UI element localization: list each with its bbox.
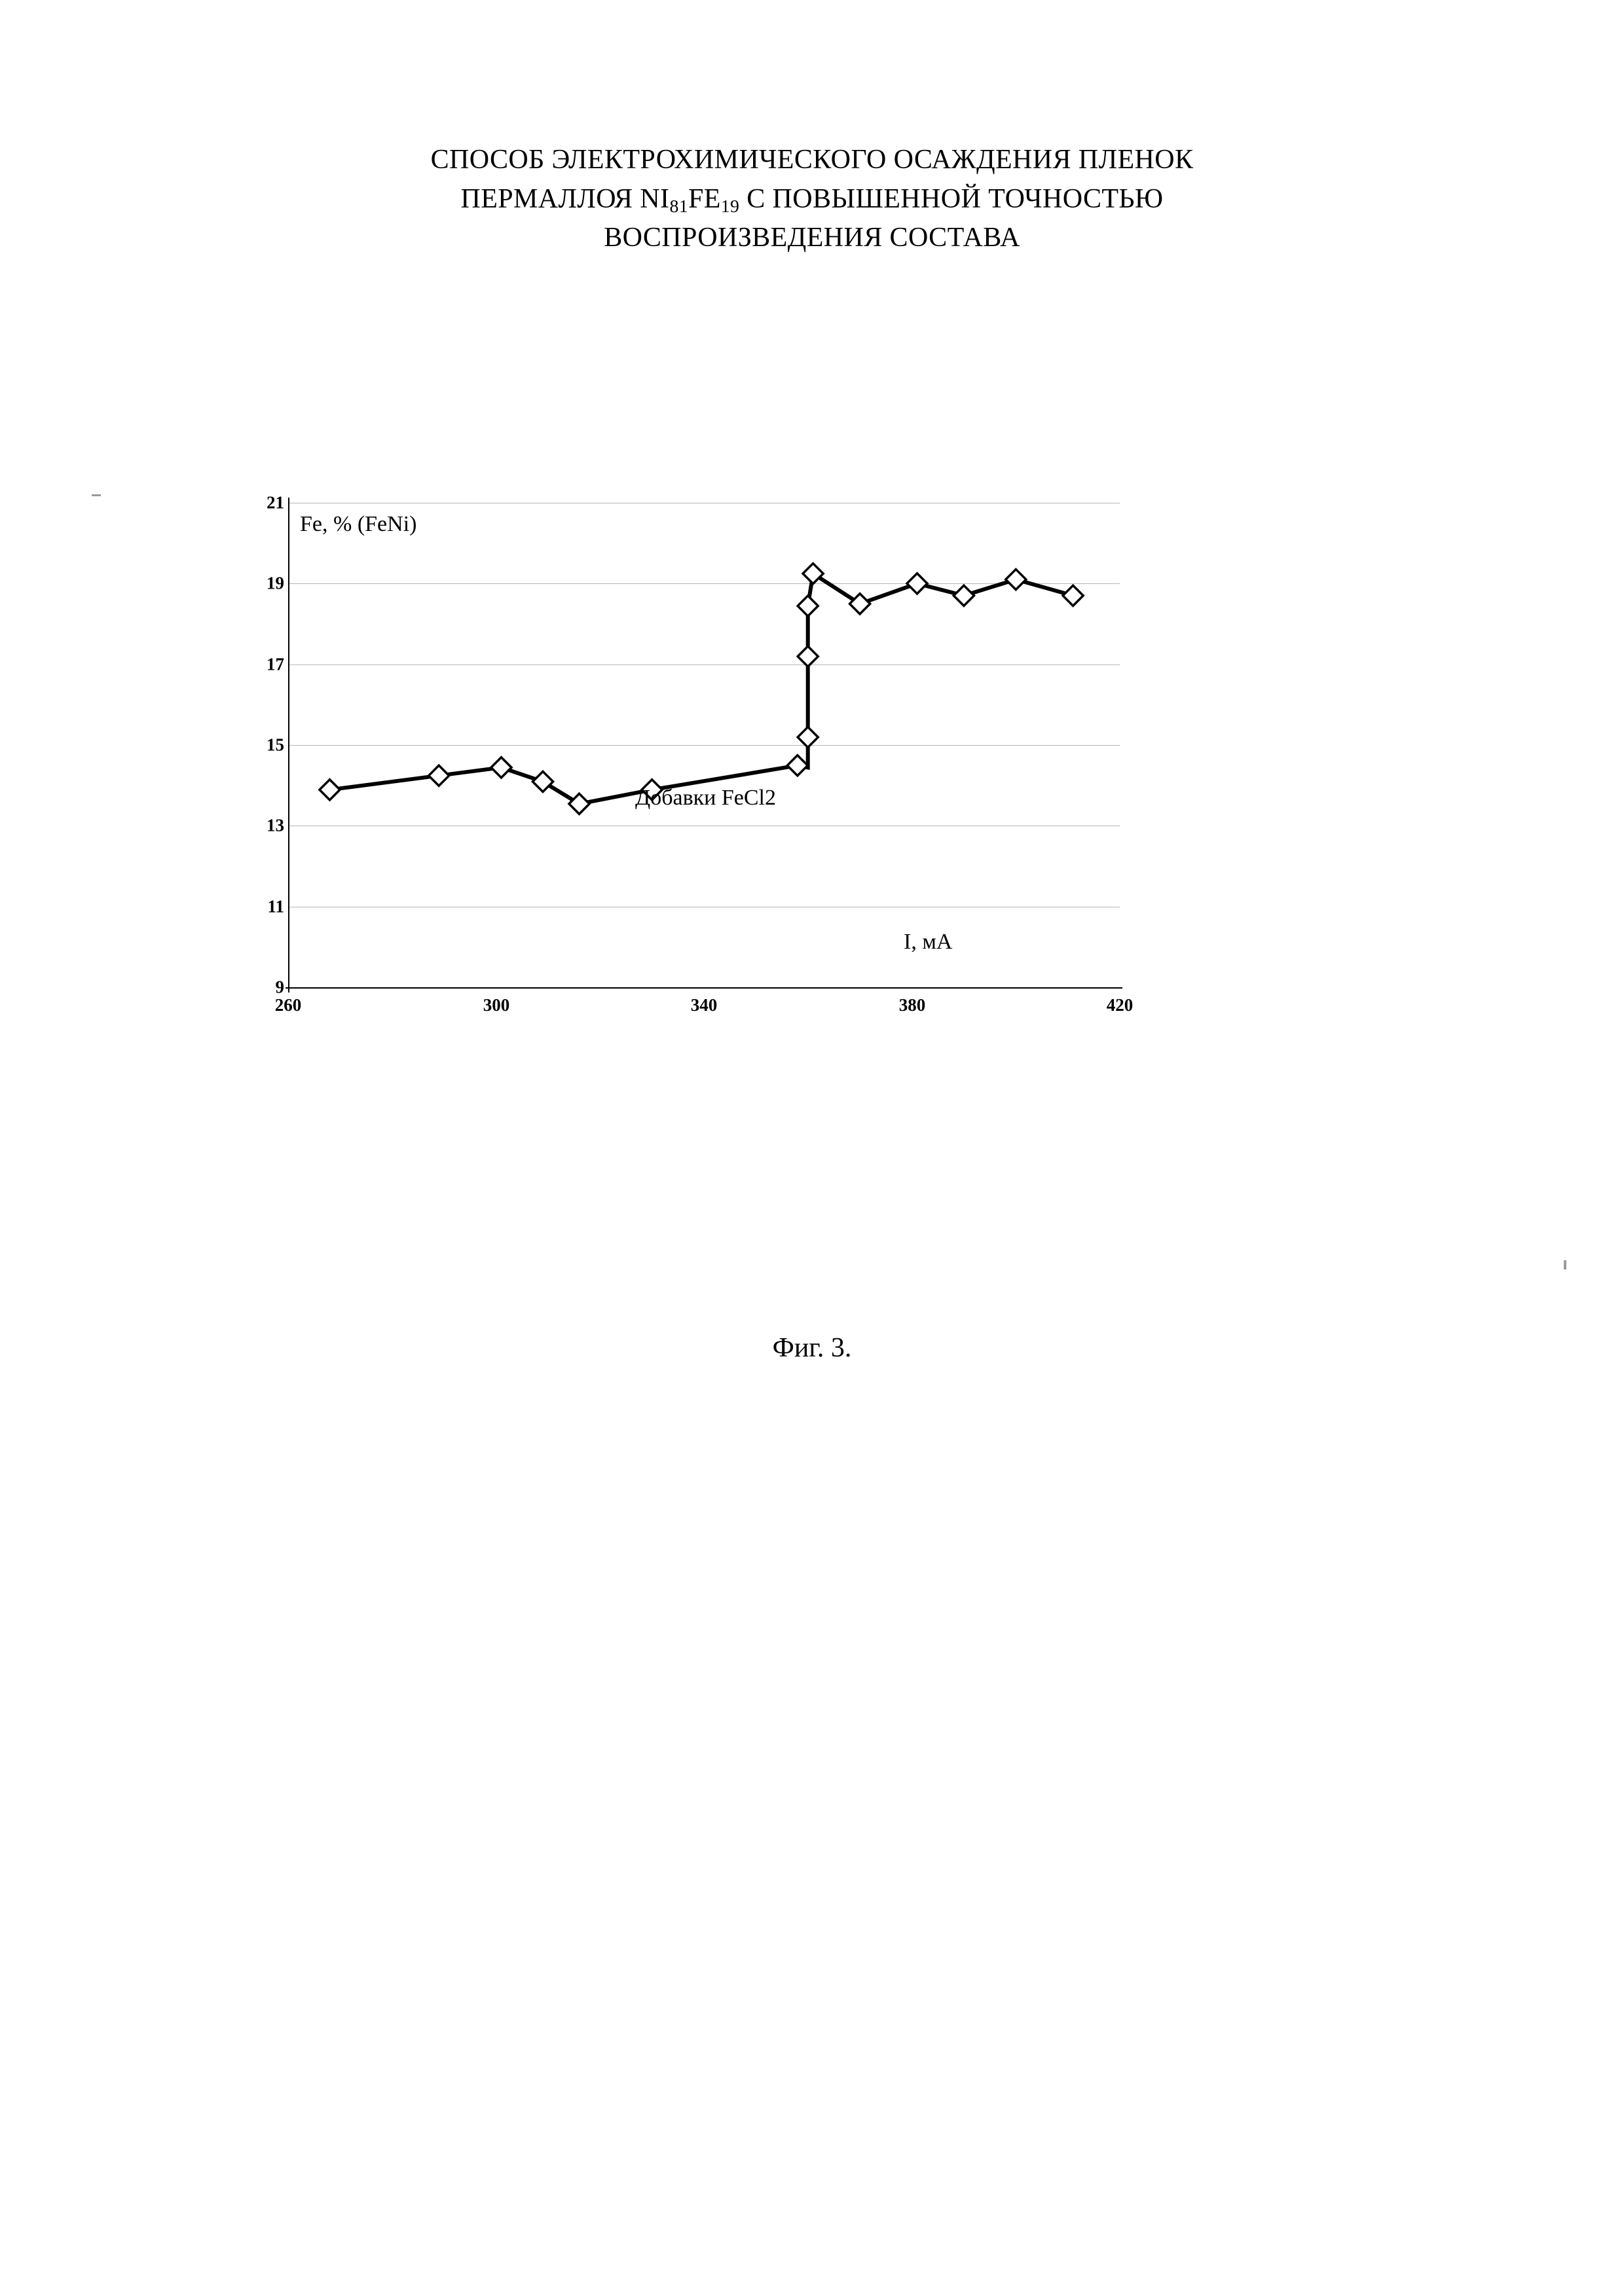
plot-area: [288, 503, 1120, 987]
y-tick-label-15: 15: [267, 735, 284, 755]
page-speck-right: [1564, 1260, 1566, 1269]
x-axis-line: [286, 987, 1122, 989]
page-speck-left: [92, 494, 101, 496]
y-tick-label-17: 17: [267, 654, 284, 674]
y-tick-label-11: 11: [267, 896, 284, 917]
page-title-line-2-mid: FE: [688, 183, 721, 214]
y-axis-line: [288, 498, 289, 993]
page-title-line-3: ВОСПРОИЗВЕДЕНИЯ СОСТАВА: [604, 223, 1020, 253]
annotation-fecl2: Добавки FeCl2: [635, 786, 776, 810]
y-tick-label-13: 13: [267, 815, 284, 835]
x-axis-title: I, мА: [904, 930, 953, 954]
y-axis-title: Fe, % (FeNi): [300, 512, 417, 536]
page-title-sub-81: 81: [669, 196, 688, 217]
y-axis-ticks: [216, 478, 284, 1067]
x-tick-label-260: 260: [274, 995, 302, 1015]
x-tick-label-420: 420: [1106, 995, 1134, 1015]
x-tick-label-380: 380: [898, 995, 926, 1015]
figure-3-chart: [216, 478, 1211, 1067]
y-tick-label-19: 19: [267, 573, 284, 593]
y-tick-label-21: 21: [267, 492, 284, 513]
series-markers: [320, 564, 1083, 814]
data-series-fe-content: [288, 503, 1120, 987]
page-title-line-1: СПОСОБ ЭЛЕКТРОХИМИЧЕСКОГО ОСАЖДЕНИЯ ПЛЕНОК: [430, 145, 1194, 175]
y-tick-label-9: 9: [275, 977, 284, 997]
figure-caption: Фиг. 3.: [772, 1333, 852, 1363]
page-title-line-2-pre: ПЕРМАЛЛОЯ NI: [460, 183, 670, 214]
x-tick-label-340: 340: [690, 995, 718, 1015]
page-title-line-2: [0, 180, 1624, 219]
page-title: [0, 141, 1624, 258]
page-title-sub-19: 19: [720, 196, 740, 217]
page-title-line-2-post: С ПОВЫШЕННОЙ ТОЧНОСТЬЮ: [739, 183, 1164, 214]
x-tick-label-300: 300: [483, 995, 510, 1015]
